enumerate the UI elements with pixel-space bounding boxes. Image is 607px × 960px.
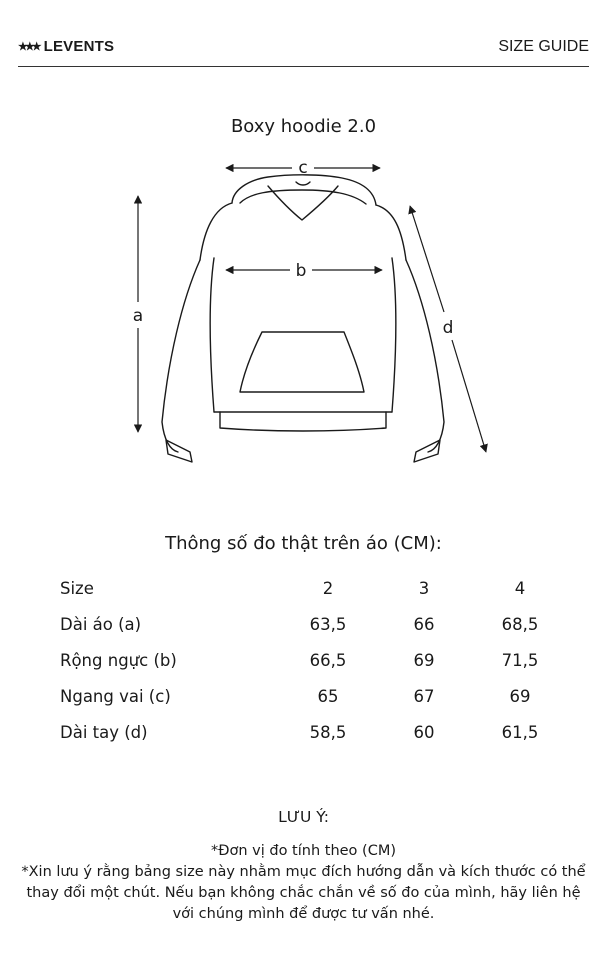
header-size-label: Size [60, 578, 94, 598]
cell-value: 69 [509, 686, 531, 706]
label-d: d [442, 318, 454, 338]
label-c: c [298, 158, 308, 178]
table-row [60, 642, 568, 678]
cell-value: 60 [413, 722, 435, 742]
stars-icon: ★★★ [18, 41, 39, 53]
cell-value: 69 [413, 650, 435, 670]
row-label: Ngang vai (c) [60, 686, 171, 706]
note-body: *Xin lưu ý rằng bảng size này nhằm mục đích hướng dẫn và kích thước có thể thay đổi một chút. Nếu bạn không chắc chắn về số đo của mình, hãy liên hệ với chúng mình để được tư vấn nhé. [21, 864, 586, 922]
cell-value: 65 [317, 686, 339, 706]
cell-value: 66,5 [309, 650, 347, 670]
note-unit: *Đơn vị đo tính theo (CM) [211, 843, 396, 859]
row-label: Dài áo (a) [60, 614, 142, 634]
table-row [60, 714, 568, 750]
header-size: 4 [514, 578, 526, 598]
brand-logo [18, 38, 114, 55]
label-b: b [295, 261, 307, 281]
row-label: Dài tay (d) [60, 722, 148, 742]
table-row [60, 678, 568, 714]
hoodie-outline [162, 175, 444, 462]
cell-value: 67 [413, 686, 435, 706]
size-guide-title: SIZE GUIDE [498, 38, 589, 55]
brand-name: LEVENTS [43, 38, 115, 55]
cell-value: 71,5 [501, 650, 539, 670]
hoodie-measurement-diagram [0, 150, 607, 480]
cell-value: 68,5 [501, 614, 539, 634]
page-header [18, 30, 589, 67]
header-size: 2 [322, 578, 334, 598]
cell-value: 58,5 [309, 722, 347, 742]
table-title: Thông số đo thật trên áo (CM): [165, 533, 442, 554]
row-label: Rộng ngực (b) [60, 650, 177, 670]
cell-value: 66 [413, 614, 435, 634]
table-row [60, 606, 568, 642]
header-size: 3 [418, 578, 430, 598]
size-table [60, 570, 568, 750]
label-a: a [132, 306, 144, 326]
table-header-row [60, 570, 568, 606]
product-title: Boxy hoodie 2.0 [230, 116, 377, 137]
cell-value: 61,5 [501, 722, 539, 742]
note-title: LƯU Ý: [278, 808, 329, 826]
cell-value: 63,5 [309, 614, 347, 634]
